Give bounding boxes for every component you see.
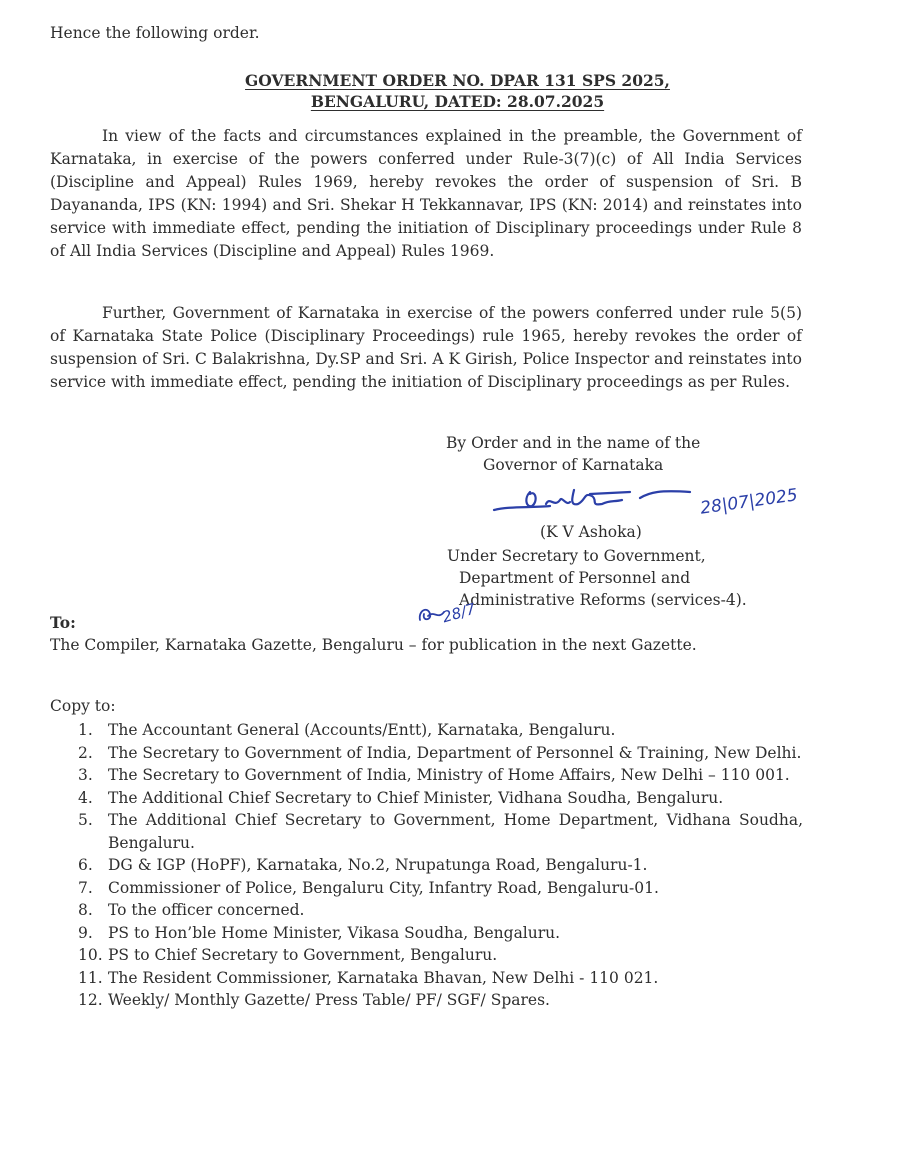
list-item: 4. The Additional Chief Secretary to Chief Minister, Vidhana Soudha, Bengaluru. <box>78 788 724 807</box>
order-title <box>0 70 915 112</box>
by-order-line2: Governor of Karnataka <box>483 456 664 474</box>
designation-line2: Department of Personnel and <box>459 569 691 587</box>
list-item: 7. Commissioner of Police, Bengaluru City, Infantry Road, Bengaluru-01. <box>78 878 659 897</box>
list-item: 9. PS to Hon’ble Home Minister, Vikasa Soudha, Bengaluru. <box>78 923 561 942</box>
list-item: 8. To the officer concerned. <box>78 901 305 919</box>
signer-designation <box>447 545 747 611</box>
list-item: 12. Weekly/ Monthly Gazette/ Press Table/ PF/ SGF/ Spares. <box>78 991 550 1009</box>
list-item: 5. The Additional Chief Secretary to Government, Home Department, Vidhana Soudha, Bengaluru. <box>78 811 803 852</box>
list-item: 3. The Secretary to Government of India, Ministry of Home Affairs, New Delhi – 110 001. <box>78 766 790 784</box>
copy-to-list <box>78 719 803 1012</box>
by-order-block <box>446 432 700 476</box>
to-label: To: <box>50 613 76 632</box>
intro-line: Hence the following order. <box>50 24 260 42</box>
list-item: 10. PS to Chief Secretary to Government, Bengaluru. <box>78 946 498 964</box>
signer-name: (K V Ashoka) <box>540 523 642 541</box>
designation-line3: Administrative Reforms (services-4). <box>459 591 747 609</box>
order-title-line1: GOVERNMENT ORDER NO. DPAR 131 SPS 2025, <box>245 71 670 90</box>
designation-line1: Under Secretary to Government, <box>447 547 706 565</box>
list-item: 11. The Resident Commissioner, Karnataka Bhavan, New Delhi - 110 021. <box>78 968 659 987</box>
paragraph-2: Further, Government of Karnataka in exercise of the powers conferred under rule 5(5) of Karnataka State Police (Disciplinary Proceedings) rule 1965, hereby revokes the order of suspension of Sri. C Balakrishna, Dy.SP and Sri. A K Girish, Police Inspector and reinstates into service with immediate effect, pending the initiation of Disciplinary proceedings as per Rules. <box>50 304 802 391</box>
handwritten-date: 28|07|2025 <box>699 485 799 519</box>
to-recipient: The Compiler, Karnataka Gazette, Bengaluru – for publication in the next Gazette. <box>50 636 697 654</box>
paragraph-1: In view of the facts and circumstances explained in the preamble, the Government of Karnataka, in exercise of the powers conferred under Rule-3(7)(c) of All India Services (Discipline and Appeal) Rules 1969, hereby revokes the order of suspension of Sri. B Dayananda, IPS (KN: 1994) and Sri. Shekar H Tekkannavar, IPS (KN: 2014) and reinstates into service with immediate effect, pending the initiation of Disciplinary proceedings under Rule 8 of All India Services (Discipline and Appeal) Rules 1969. <box>50 127 802 260</box>
list-item: 6. DG & IGP (HoPF), Karnataka, No.2, Nrupatunga Road, Bengaluru-1. <box>78 856 648 874</box>
copy-to-label: Copy to: <box>50 697 116 715</box>
order-title-line2: BENGALURU, DATED: 28.07.2025 <box>310 92 605 111</box>
initial-mark: 28/7 <box>440 599 478 627</box>
list-item: 1. The Accountant General (Accounts/Entt), Karnataka, Bengaluru. <box>78 721 616 739</box>
handwritten-signature <box>490 476 700 522</box>
by-order-line1: By Order and in the name of the <box>446 434 701 452</box>
list-item: 2. The Secretary to Government of India, Department of Personnel & Training, New Delhi. <box>78 743 802 762</box>
